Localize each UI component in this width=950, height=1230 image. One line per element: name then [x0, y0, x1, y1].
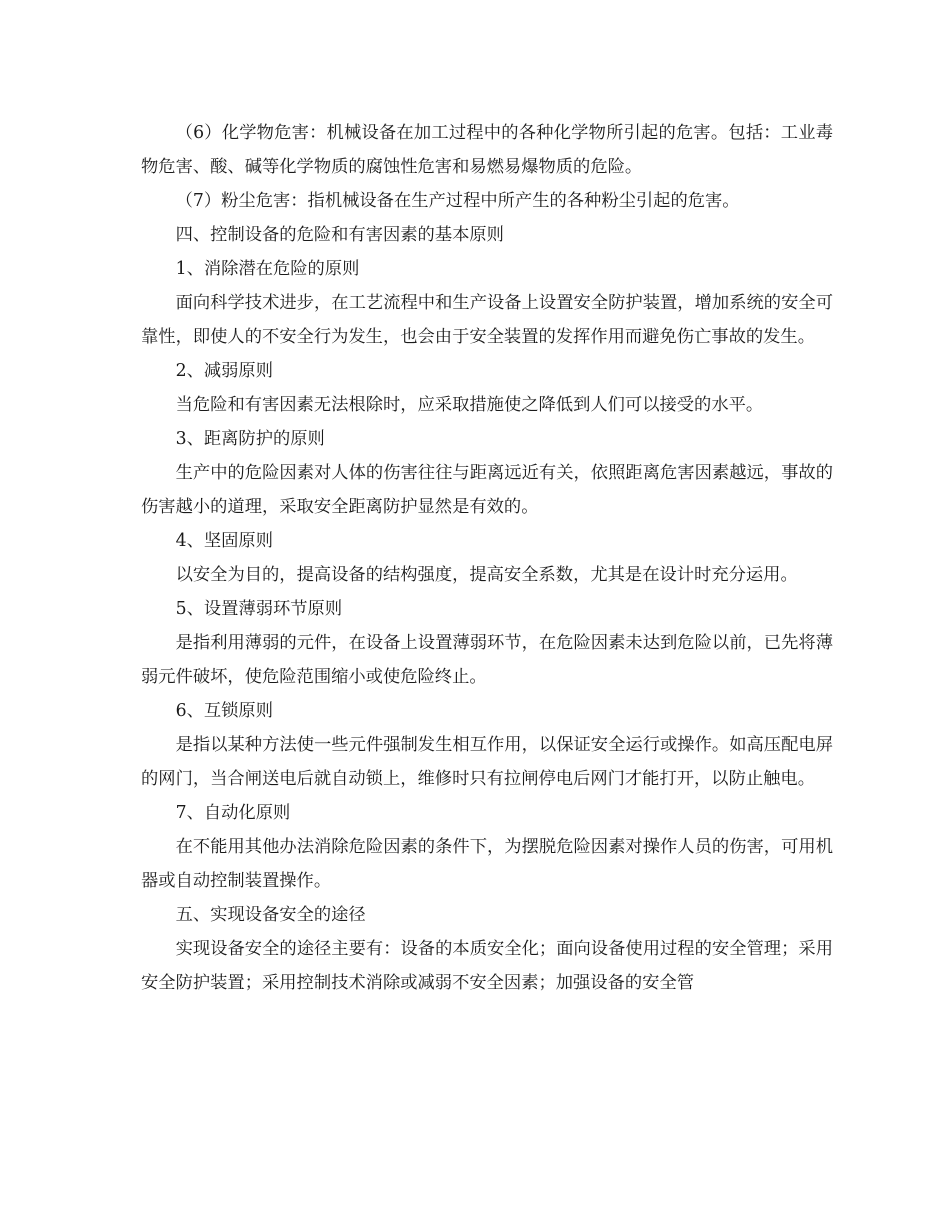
- paragraph-interlock: 是指以某种方法使一些元件强制发生相互作用，以保证安全运行或操作。如高压配电屏的网门，当合闸送电后就自动锁上，维修时只有拉闸停电后网门才能打开，以防止触电。: [141, 735, 833, 789]
- subheading-robustness: 4、坚固原则: [175, 531, 273, 551]
- subheading-weakening: 2、减弱原则: [175, 361, 273, 381]
- section-heading-equipment-safety: 五、实现设备安全的途径: [175, 905, 366, 925]
- section-heading-control-principles: 四、控制设备的危险和有害因素的基本原则: [175, 225, 504, 245]
- paragraph-eliminate-hazard: 面向科学技术进步，在工艺流程中和生产设备上设置安全防护装置，增加系统的安全可靠性，即使人的不安全行为发生，也会由于安全装置的发挥作用而避免伤亡事故的发生。: [141, 293, 833, 347]
- document-body: [141, 116, 833, 1000]
- paragraph-weak-link: 是指利用薄弱的元件，在设备上设置薄弱环节，在危险因素未达到危险以前，已先将薄弱元件破坏，使危险范围缩小或使危险终止。: [141, 633, 833, 687]
- paragraph-dust-hazard: （7）粉尘危害：指机械设备在生产过程中所产生的各种粉尘引起的危害。: [175, 191, 740, 211]
- paragraph-automation: 在不能用其他办法消除危险因素的条件下，为摆脱危险因素对操作人员的伤害，可用机器或自动控制装置操作。: [141, 837, 833, 891]
- paragraph-equipment-safety: 实现设备安全的途径主要有：设备的本质安全化；面向设备使用过程的安全管理；采用安全防护装置；采用控制技术消除或减弱不安全因素；加强设备的安全管: [141, 939, 833, 993]
- paragraph-distance-protection: 生产中的危险因素对人体的伤害往往与距离远近有关，依照距离危害因素越远，事故的伤害越小的道理，采取安全距离防护显然是有效的。: [141, 463, 833, 517]
- subheading-distance-protection: 3、距离防护的原则: [175, 429, 325, 449]
- subheading-interlock: 6、互锁原则: [175, 701, 273, 721]
- subheading-eliminate-hazard: 1、消除潜在危险的原则: [175, 259, 360, 279]
- subheading-weak-link: 5、设置薄弱环节原则: [175, 599, 343, 619]
- paragraph-robustness: 以安全为目的，提高设备的结构强度，提高安全系数，尤其是在设计时充分运用。: [175, 565, 798, 585]
- paragraph-chemical-hazard: （6）化学物危害：机械设备在加工过程中的各种化学物所引起的危害。包括：工业毒物危害、酸、碱等化学物质的腐蚀性危害和易燃易爆物质的危险。: [141, 123, 833, 177]
- paragraph-weakening: 当危险和有害因素无法根除时，应采取措施使之降低到人们可以接受的水平。: [175, 395, 764, 415]
- subheading-automation: 7、自动化原则: [175, 803, 291, 823]
